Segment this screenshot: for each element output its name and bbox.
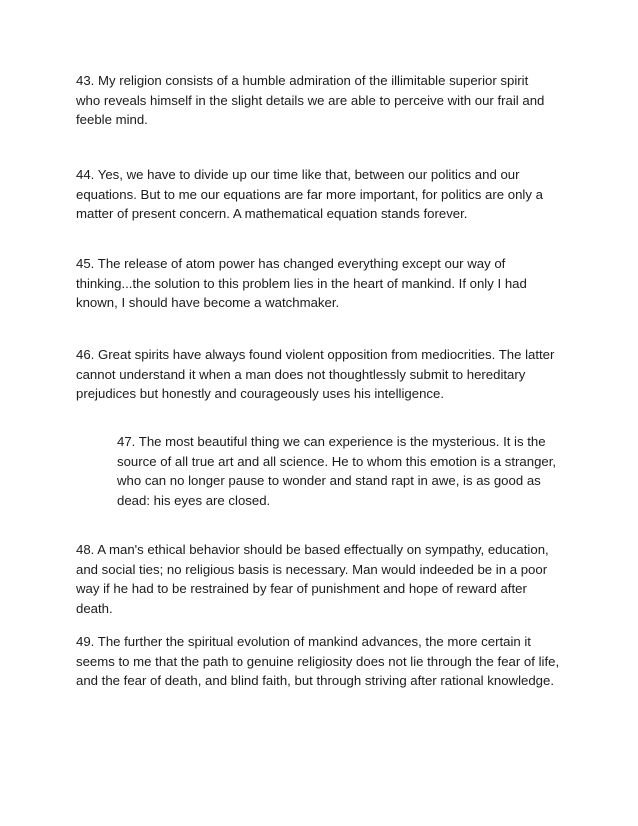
quote-47-indented: 47. The most beautiful thing we can experience is the mysterious. It is the source of all true art and all science. He to whom this emotion is a stranger, who can no longer pause to wonder and stand rapt in awe, is as good as dead: his eyes are closed. xyxy=(117,434,557,508)
quote-48: 48. A man's ethical behavior should be based effectually on sympathy, education, and social ties; no religious basis is necessary. Man would indeeded be in a poor way if he had to be restrained by fear of punishment and hope of reward after death. xyxy=(76,542,549,616)
quote-43: 43. My religion consists of a humble admiration of the illimitable superior spirit who reveals himself in the slight details we are able to perceive with our frail and feeble mind. xyxy=(76,73,545,127)
quote-44: 44. Yes, we have to divide up our time like that, between our politics and our equations. But to me our equations are far more important, for politics are only a matter of present concern. A mathematical equation stands forever. xyxy=(76,167,543,221)
quote-49: 49. The further the spiritual evolution of mankind advances, the more certain it seems to me that the path to genuine religiosity does not lie through the fear of life, and the fear of death, and blind faith, but through striving after rational knowledge. xyxy=(76,634,560,688)
quote-45: 45. The release of atom power has changed everything except our way of thinking...the solution to this problem lies in the heart of mankind. If only I had known, I should have become a watchmaker. xyxy=(76,256,527,310)
quote-46: 46. Great spirits have always found violent opposition from mediocrities. The latter cannot understand it when a man does not thoughtlessly submit to hereditary prejudices but honestly and courageously uses his intelligence. xyxy=(76,347,555,401)
